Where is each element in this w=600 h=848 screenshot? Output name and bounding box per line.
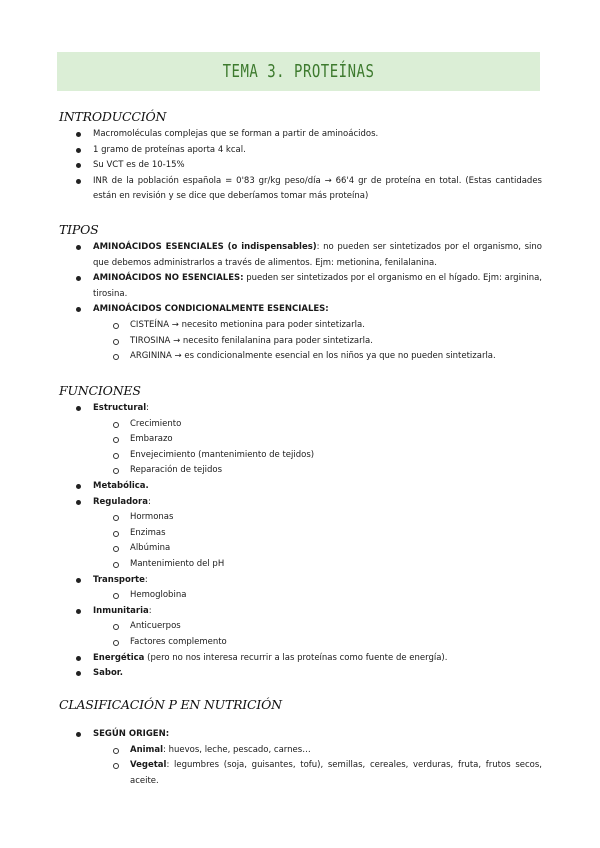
sub-list-item: CISTEÍNA → necesito metionina para poder sintetizarla. bbox=[0, 318, 600, 334]
tipos-list bbox=[0, 240, 600, 365]
list-item bbox=[0, 727, 600, 743]
sub-list-item: Albúmina bbox=[0, 541, 600, 557]
transporte-label: Transporte bbox=[93, 574, 145, 585]
sub-list-item: Reparación de tejidos bbox=[0, 463, 600, 479]
funciones-list bbox=[0, 401, 600, 682]
animal-text: : huevos, leche, pescado, carnes… bbox=[163, 744, 311, 755]
sub-list-item: Hormonas bbox=[0, 510, 600, 526]
clasificacion-list bbox=[0, 727, 600, 789]
sub-list-item: Factores complemento bbox=[0, 635, 600, 651]
vegetal-text: : legumbres (soja, guisantes, tofu), semillas, cereales, verduras, fruta, frutos secos, aceite. bbox=[130, 760, 542, 786]
list-item bbox=[0, 666, 600, 682]
sub-list-item: Embarazo bbox=[0, 432, 600, 448]
list-item bbox=[0, 651, 600, 667]
list-item: Estructural: bbox=[0, 401, 600, 417]
metabolica-label: Metabólica. bbox=[93, 480, 149, 491]
intro-heading: INTRODUCCIÓN bbox=[59, 109, 167, 124]
animal-label: Animal bbox=[130, 744, 164, 755]
vegetal-label: Vegetal bbox=[130, 760, 167, 771]
list-item: INR de la población española = 0'83 gr/kg peso/día → 66'4 gr de proteína en total. (Estas cantidades están en revisión y se dice que deberíamos tomar más proteína) bbox=[0, 174, 600, 205]
list-item bbox=[0, 479, 600, 495]
funciones-heading: FUNCIONES bbox=[59, 383, 141, 398]
sub-list-item: Hemoglobina bbox=[0, 588, 600, 604]
sub-list-item: Anticuerpos bbox=[0, 619, 600, 635]
list-item: Transporte: bbox=[0, 573, 600, 589]
condicionales-label: AMINOÁCIDOS CONDICIONALMENTE ESENCIALES: bbox=[93, 304, 329, 315]
title-banner bbox=[57, 52, 540, 91]
sub-list-item bbox=[0, 743, 600, 759]
clasificacion-heading: CLASIFICACIÓN P EN NUTRICIÓN bbox=[59, 697, 282, 712]
page-title: TEMA 3. PROTEÍNAS bbox=[222, 61, 375, 82]
list-item: Macromoléculas complejas que se forman a partir de aminoácidos. bbox=[0, 127, 600, 143]
sub-list-item: Envejecimiento (mantenimiento de tejidos) bbox=[0, 448, 600, 464]
reguladora-label: Reguladora bbox=[93, 496, 148, 507]
esenciales-label: AMINOÁCIDOS ESENCIALES (o indispensables) bbox=[93, 242, 317, 252]
sub-list-item: ARGININA → es condicionalmente esencial en los niños ya que no pueden sintetizarla. bbox=[0, 349, 600, 365]
inmunitaria-label: Inmunitaria bbox=[93, 605, 149, 616]
list-item bbox=[0, 240, 600, 271]
esenciales-text: : no pueden ser sintetizados por el organismo, sino que debemos administrarlos a través de alimentos. Ejm: metionina, fenilalanina. bbox=[93, 242, 542, 268]
sub-list-item: Mantenimiento del pH bbox=[0, 557, 600, 573]
intro-list bbox=[0, 127, 600, 205]
list-item: 1 gramo de proteínas aporta 4 kcal. bbox=[0, 143, 600, 159]
tipos-heading: TIPOS bbox=[59, 222, 99, 237]
list-item: Reguladora: bbox=[0, 495, 600, 511]
list-item: Inmunitaria: bbox=[0, 604, 600, 620]
list-item bbox=[0, 302, 600, 318]
estructural-label: Estructural bbox=[93, 403, 147, 413]
no-esenciales-label: AMINOÁCIDOS NO ESENCIALES: bbox=[93, 273, 244, 284]
energetica-label: Energética bbox=[93, 652, 145, 663]
no-esenciales-text: pueden ser sintetizados por el organismo en el hígado. Ejm: arginina, tirosina. bbox=[93, 273, 542, 299]
sub-list-item: TIROSINA → necesito fenilalanina para poder sintetizarla. bbox=[0, 334, 600, 350]
energetica-text: (pero no nos interesa recurrir a las proteínas como fuente de energía). bbox=[144, 652, 448, 663]
sub-list-item: Enzimas bbox=[0, 526, 600, 542]
sabor-label: Sabor. bbox=[93, 668, 123, 679]
list-item bbox=[0, 271, 600, 302]
sub-list-item: Crecimiento bbox=[0, 417, 600, 433]
list-item: Su VCT es de 10-15% bbox=[0, 158, 600, 174]
sub-list-item bbox=[0, 758, 600, 789]
origen-label: SEGÚN ORIGEN: bbox=[93, 729, 170, 739]
